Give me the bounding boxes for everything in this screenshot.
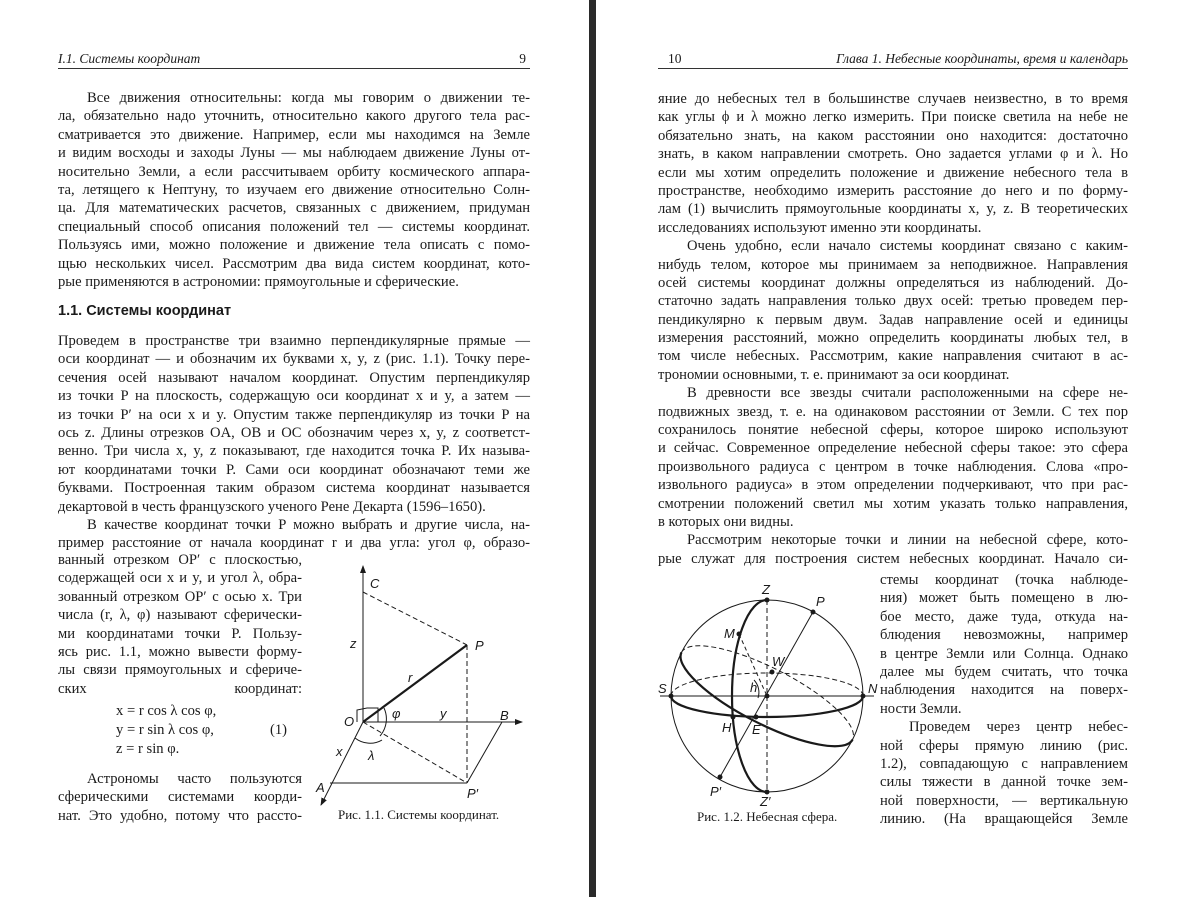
text-line: пендикулярно к первым двум. Задав направление осей и единицы — [658, 311, 1128, 328]
text-line: осей системы координат должны определяться из наблюдений. До- — [658, 274, 1128, 291]
text-line: числа (r, λ, φ) называют сферически- — [58, 607, 302, 624]
figure-caption: Рис. 1.2. Небесная сфера. — [697, 809, 838, 824]
text-line: силы тяжести в данной точке зем- — [880, 774, 1128, 791]
label-C: C — [370, 576, 380, 591]
text-line: зованный отрезком OP′ с осью x. Три — [58, 588, 302, 605]
label-Z: Z — [762, 582, 770, 597]
label-W: W — [772, 654, 785, 669]
text-block — [58, 89, 530, 291]
text-line: венно. Три числа x, y, z показывают, где находится точка P. Их называ- — [58, 443, 530, 460]
running-header — [658, 50, 1128, 69]
text-line: если мы хотим определить положение и движение небесного тела в — [658, 164, 1128, 181]
label-H: H — [722, 720, 732, 735]
text-line: ния) может быть помещено в лю- — [880, 590, 1128, 607]
text-line: блюдения невозможны, например — [880, 627, 1128, 644]
figure-caption: Рис. 1.1. Системы координат. — [338, 807, 500, 822]
text-line: в центре Земли или Солнца. Однако — [880, 645, 1128, 662]
text-line: статочно задать направления только двух осей: третью проведем пер- — [658, 293, 1128, 310]
text-line: извольного радиуса» в этом определении подчеркивают, что при рас- — [658, 477, 1128, 494]
text-line: произвольного радиуса с центром в точке наблюдения. Слова «про- — [658, 458, 1128, 475]
text-line: стемы координат (точка наблюде- — [880, 572, 1128, 588]
page-number: 9 — [519, 51, 526, 66]
text-line: нибудь телом, которое мы принимаем за неподвижное. Направления — [658, 256, 1128, 273]
text-line: и сейчас. Современное определение небесной сферы такое: это сфера — [658, 440, 1128, 457]
text-line: содержащей оси x и y, и угол λ, обра- — [58, 570, 302, 587]
text-line: декартовой в честь французского ученого Рене Декарта (1596–1650). — [58, 498, 486, 515]
label-S: S — [658, 681, 667, 696]
text-line: В качестве координат точки P можно выбрать и другие числа, на- — [87, 516, 530, 533]
text-line: ной поверхности, — вертикальную — [880, 792, 1128, 809]
text-line: сматривается это движение. Например, если мы находимся на Земле — [58, 126, 530, 143]
formula-number: (1) — [270, 722, 288, 738]
label-x: x — [336, 744, 343, 759]
text-line: Проведем в пространстве три взаимно перпендикулярные прямые — — [58, 333, 530, 349]
text-line: В древности все звезды считали расположенными на сфере не- — [687, 385, 1128, 402]
text-line: ми координатами точки P. Пользу- — [58, 625, 302, 642]
label-z: z — [350, 636, 357, 651]
text-line: 1.2), совпадающую с направлением — [880, 755, 1128, 772]
running-header — [58, 50, 530, 69]
text-line: лам (1) вычислить прямоугольные координаты x, y, z. В теоретических — [658, 201, 1128, 218]
section-heading: 1.1. Системы координат — [58, 303, 232, 319]
text-line: смотрении положений светил мы хотим указать только направления, — [658, 495, 1128, 512]
text-line: ности Земли. — [880, 700, 962, 717]
label-P: P — [475, 638, 484, 653]
text-line: пример расстояние от начала координат r и два угла: угол φ, образо- — [58, 535, 530, 552]
label-Z-prime: Z′ — [760, 794, 771, 809]
right-page — [597, 0, 1185, 897]
text-line: знать, в каком направлении смотреть. Оно задается углами φ и λ. Но — [658, 146, 1128, 163]
text-block — [58, 770, 302, 825]
text-line: линию. (На вращающейся Земле — [880, 811, 1128, 828]
x-axis — [321, 722, 363, 805]
text-line: ют координатами точки P. Сами оси координат обозначают теми же — [58, 461, 530, 478]
text-line: в которых они видны. — [658, 513, 794, 530]
page-number: 10 — [668, 51, 682, 66]
figure-coordinate-system — [300, 560, 540, 810]
text-line: сохранилось понятие небесной сферы, которое широко используют — [658, 422, 1128, 439]
text-line: подвижных звезд, т. е. на одинаковом расстоянии от Земли. С тех пор — [658, 403, 1128, 420]
label-M: M — [724, 626, 735, 641]
text-line: оси координат — и обозначим их буквами x, y, z (рис. 1.1). Точку пере- — [58, 351, 530, 368]
text-line: Проведем через центр небес- — [909, 719, 1128, 736]
label-A: A — [316, 780, 325, 795]
label-P: P — [816, 594, 825, 609]
text-line: наблюдения находится на поверх- — [880, 682, 1128, 699]
text-line: ца. Для математических расчетов, связанных с движением, придуман — [58, 200, 530, 217]
text-line: буквами. Построенная таким образом система координат называется — [58, 480, 530, 497]
text-line: щью нескольких чисел. Рассмотрим два вида систем координат, кото- — [58, 255, 530, 272]
formula-y: y = r sin λ cos φ, — [116, 722, 214, 738]
text-block — [58, 551, 302, 698]
text-block — [58, 332, 530, 553]
text-block — [880, 571, 1128, 828]
text-line: Астрономы часто пользуются — [87, 771, 302, 787]
text-line: ла, обязательно надо уточнить, относительно какого другого тела рас- — [58, 108, 530, 125]
formula-x: x = r cos λ cos φ, — [116, 703, 217, 719]
text-line: лы связи прямоугольных и сфериче- — [58, 662, 302, 679]
text-line: из точки P на плоскость, содержащую оси координат x и y, а затем — — [58, 388, 530, 405]
text-line: и видим восходы и заходы Луны — мы наблюдаем движение Луны от- — [58, 145, 530, 162]
text-block — [658, 90, 1128, 568]
label-h: h — [750, 680, 758, 695]
text-line: рые служат для построения систем небесных координат. Начало си- — [658, 550, 1128, 567]
text-line: яние до небесных тел в большинстве случаев неизвестно, в то время — [658, 91, 1128, 107]
text-line: специальный способ описания положений тел — системы координат. — [58, 218, 530, 235]
text-line: рые применяются в астрономии: прямоугольные и сферические. — [58, 273, 459, 290]
label-r: r — [408, 670, 413, 685]
book-spine — [589, 0, 596, 897]
label-P-prime: P′ — [467, 786, 479, 801]
label-lambda: λ — [368, 748, 375, 763]
text-line: измерения расстояний, можно определить координаты любых тел, в — [658, 330, 1128, 347]
text-line: ских координат: — [58, 680, 302, 697]
text-line: далее мы будем считать, что точка — [880, 663, 1128, 680]
text-line: сечения осей называют началом координат. Опустим перпендикуляр — [58, 369, 530, 386]
text-line: трономии основными, т. е. принимают за оси координат. — [658, 366, 1010, 383]
text-line: бое место, даже туда, откуда на- — [880, 608, 1128, 625]
text-line: нат. Это удобно, потому что рассто- — [58, 807, 302, 824]
text-line: ной сферы прямую линию (рис. — [880, 737, 1128, 754]
label-N: N — [868, 681, 878, 696]
label-O: O — [344, 714, 355, 729]
text-line: носительно Земли, а если рассчитываем орбиту космического аппара- — [58, 163, 530, 180]
header-title: I.1. Системы координат — [58, 51, 201, 66]
formula-z: z = r sin φ. — [116, 741, 180, 757]
label-P-prime: P′ — [710, 784, 722, 799]
header-title: Глава 1. Небесные координаты, время и календарь — [836, 51, 1128, 66]
label-y: y — [440, 706, 447, 721]
text-line: ось z. Длины отрезков OA, OB и OC обозначим через x, y, z соответст- — [58, 424, 530, 441]
left-page — [0, 0, 590, 897]
text-line: Рассмотрим некоторые точки и линии на небесной сфере, кото- — [687, 532, 1128, 549]
label-phi: φ — [392, 706, 401, 721]
radius-vector — [363, 645, 467, 722]
text-line: исследованиях используют именно эти координаты. — [658, 219, 982, 236]
text-line: пространстве, необходимо измерить расстояние до него и по форму- — [658, 182, 1128, 199]
text-line: Все движения относительны: когда мы говорим о движении те- — [87, 90, 530, 106]
text-line: как углы ϕ и λ можно легко измерить. При поиске светила на небе не — [658, 109, 1128, 126]
label-B: B — [500, 708, 509, 723]
text-line: ясь рис. 1.1, можно вывести форму- — [58, 643, 302, 660]
text-line: том числе небесных. Рассмотрим, какие направления считают в ас- — [658, 348, 1128, 365]
text-line: Пользуясь ими, можно положение и движение тела описать с помо- — [58, 237, 530, 254]
text-line: обязательно знать, на каком расстоянии оно находится: достаточно — [658, 127, 1128, 144]
text-line: сферическими системами коорди- — [58, 789, 302, 806]
text-line: из точки P′ на оси x и y. Опустим также перпендикуляр из точки P на — [58, 406, 530, 423]
label-E: E — [752, 722, 761, 737]
text-line: Очень удобно, если начало системы координат связано с каким- — [687, 238, 1128, 255]
text-line: та, летящего к Нептуну, то изучаем его движение относительно Солн- — [58, 181, 530, 198]
text-line: ванный отрезком OP′ с плоскостью, — [58, 552, 302, 568]
figure-celestial-sphere — [640, 580, 880, 810]
